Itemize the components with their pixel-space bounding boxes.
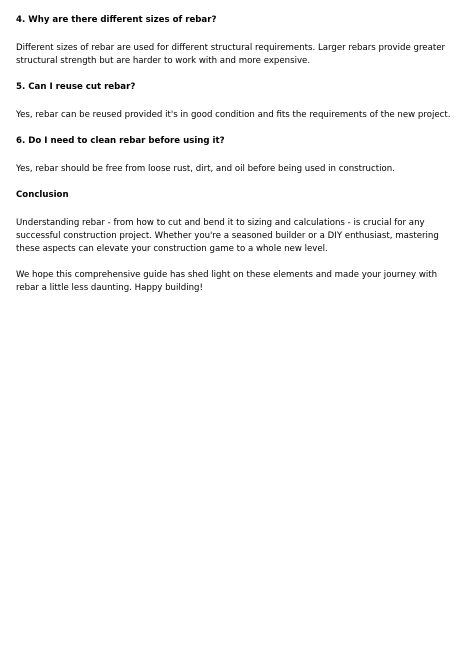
conclusion-paragraph-1: Understanding rebar - from how to cut and bend it to sizing and calculations - is crucial for any successful construction project. Whether you're a seasoned builder or a DIY enthusiast, mastering these aspects can elevate your construction game to a whole new level. <box>16 218 439 254</box>
faq-heading-5: 5. Can I reuse cut rebar? <box>16 82 136 92</box>
conclusion-heading: Conclusion <box>16 190 69 200</box>
conclusion-paragraph-2: We hope this comprehensive guide has shed light on these elements and made your journey with rebar a little less daunting. Happy building! <box>16 270 438 293</box>
faq-answer-4: Different sizes of rebar are used for different structural requirements. Larger rebars provide greater structural strength but are harder to work with and more expensive. <box>16 43 446 66</box>
faq-answer-6: Yes, rebar should be free from loose rust, dirt, and oil before being used in construction. <box>16 164 395 174</box>
faq-answer-5: Yes, rebar can be reused provided it's in good condition and fits the requirements of the new project. <box>16 110 451 120</box>
faq-heading-4: 4. Why are there different sizes of rebar? <box>16 15 217 25</box>
faq-heading-6: 6. Do I need to clean rebar before using it? <box>16 136 225 146</box>
document-page <box>16 14 456 295</box>
